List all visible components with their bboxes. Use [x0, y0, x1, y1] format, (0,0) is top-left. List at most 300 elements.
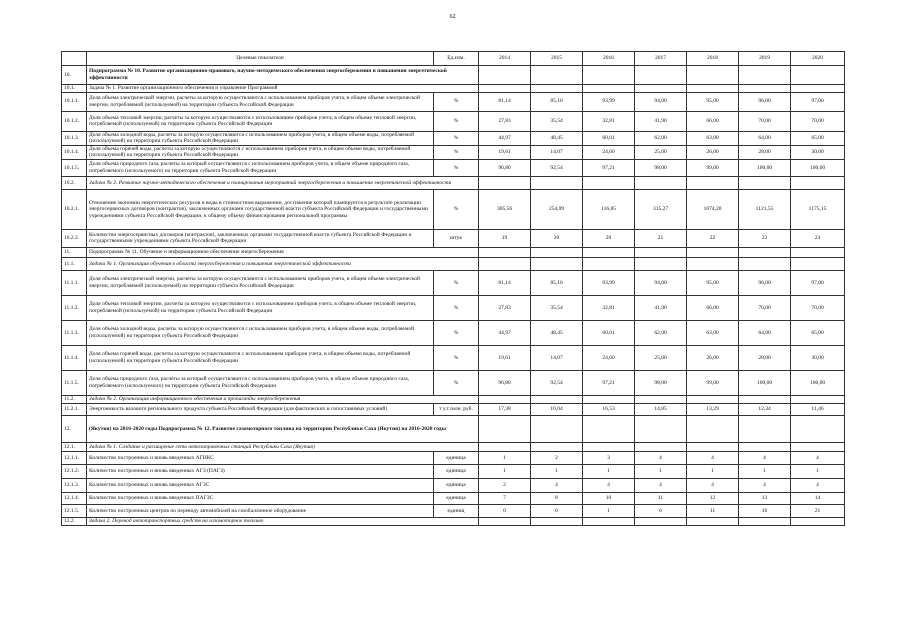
row-year-value: 14,85 — [635, 403, 687, 415]
row-year-value: 32,81 — [583, 111, 635, 131]
row-year-value: 1 — [739, 464, 791, 478]
empty-cell — [583, 176, 635, 189]
empty-cell — [479, 395, 531, 403]
empty-cell — [791, 415, 845, 442]
row-year-value: 10 — [583, 492, 635, 504]
empty-cell — [583, 247, 635, 257]
row-indicator-text: Количество построенных и вновь введенных АГНКС — [87, 451, 434, 464]
row-year-value: 4 — [739, 451, 791, 464]
row-year-value: 81,14 — [479, 270, 531, 295]
row-indicator-text: Доля объема горячей воды, расчеты за которую осуществляются с использованием приборов учета, в общем объеме воды, потребляемой (используемой) на территории субъекта Российской Федерации — [87, 145, 434, 159]
header-indicator: Целевые показатели — [87, 52, 434, 66]
row-year-value: 4 — [531, 478, 583, 492]
row-year-value: 95,00 — [687, 270, 739, 295]
row-unit: единиц — [434, 504, 479, 517]
row-year-value: 19,61 — [479, 145, 531, 159]
row-year-value: 20 — [583, 229, 635, 247]
row-year-value: 70,00 — [739, 295, 791, 320]
row-year-value: 44,97 — [479, 131, 531, 145]
row-unit: % — [434, 320, 479, 345]
row-year-value: 30,00 — [791, 145, 845, 159]
row-code: 11.1. — [62, 257, 87, 270]
table-row — [62, 270, 845, 295]
row-code: 12.1.3. — [62, 478, 87, 492]
row-year-value: 4 — [635, 478, 687, 492]
table-row — [62, 111, 845, 131]
row-year-value: 13,29 — [687, 403, 739, 415]
header-year: 2017 — [635, 52, 687, 66]
row-year-value: 21 — [635, 229, 687, 247]
row-year-value: 1 — [791, 464, 845, 478]
row-year-value: 95,00 — [687, 92, 739, 111]
row-year-value: 97,21 — [583, 370, 635, 395]
row-code: 12.1.4. — [62, 492, 87, 504]
row-code: 10.1. — [62, 85, 87, 93]
row-year-value: 315,27 — [635, 189, 687, 229]
empty-cell — [531, 176, 583, 189]
row-year-value: 65,00 — [791, 131, 845, 145]
empty-cell — [791, 257, 845, 270]
row-year-value: 1 — [531, 464, 583, 478]
empty-cell — [635, 176, 687, 189]
table-row — [62, 176, 845, 189]
row-year-value: 98,00 — [635, 159, 687, 176]
row-indicator-text: Количество построенных и вновь введенных АГЗ (ПАГЗ) — [87, 464, 434, 478]
empty-cell — [687, 517, 739, 525]
row-code: 10.2. — [62, 176, 87, 189]
row-year-value: 93,99 — [583, 92, 635, 111]
row-code: 11. — [62, 247, 87, 257]
empty-cell — [739, 66, 791, 85]
table-row — [62, 403, 845, 415]
row-year-value: 305,56 — [479, 189, 531, 229]
empty-cell — [531, 66, 583, 85]
row-year-value: 7 — [479, 492, 531, 504]
row-year-value: 35,54 — [531, 111, 583, 131]
row-unit: % — [434, 145, 479, 159]
row-indicator-text: Доля объема электрической энергии, расчеты за которую осуществляются с использованием приборов учета, в общем объеме электрической энергии, потребляемой (используемой) на территории субъекта Российской Федерации — [87, 92, 434, 111]
row-year-value: 27,83 — [479, 111, 531, 131]
table-row — [62, 131, 845, 145]
row-indicator-text: (Якутия) на 2016-2020 годы Подпрограмма № 12. Развитие газомоторного топлива на территории Республики Саха (Якутия) на 2016-2020 годы — [87, 415, 479, 442]
row-unit: единица — [434, 451, 479, 464]
empty-cell — [739, 442, 791, 451]
row-year-value: 4 — [791, 451, 845, 464]
empty-cell — [479, 517, 531, 525]
row-year-value: 4 — [791, 478, 845, 492]
empty-cell — [531, 395, 583, 403]
row-year-value: 11 — [687, 504, 739, 517]
empty-cell — [687, 395, 739, 403]
row-year-value: 0 — [531, 504, 583, 517]
empty-cell — [739, 415, 791, 442]
row-code: 10.2.2. — [62, 229, 87, 247]
row-indicator-text: Доля объема тепловой энергии, расчеты за которую осуществляются с использованием приборов учета, в общем объеме тепловой энергии, потребляемой (используемой) на территории субъекта Российской Федерации — [87, 111, 434, 131]
table-row — [62, 295, 845, 320]
row-year-value: 11,46 — [791, 403, 845, 415]
row-indicator-text: Количество построенных и вновь введенных ПАГЗС — [87, 492, 434, 504]
table-row — [62, 85, 845, 93]
row-year-value: 28,00 — [739, 345, 791, 370]
row-code: 12.1. — [62, 442, 87, 451]
header-year: 2019 — [739, 52, 791, 66]
row-year-value: 24,60 — [583, 145, 635, 159]
empty-cell — [479, 176, 531, 189]
row-year-value: 4 — [583, 478, 635, 492]
row-year-value: 14,07 — [531, 345, 583, 370]
row-code: 10.1.3. — [62, 131, 87, 145]
empty-cell — [739, 257, 791, 270]
empty-cell — [531, 442, 583, 451]
row-year-value: 13 — [739, 492, 791, 504]
row-indicator-text: Задача № 1. Организация обучения в области энергосбережения и повышения энергетической эффективности — [87, 257, 479, 270]
row-year-value: 27,83 — [479, 295, 531, 320]
row-code: 10.1.4. — [62, 145, 87, 159]
empty-cell — [531, 85, 583, 93]
empty-cell — [479, 247, 531, 257]
row-year-value: 94,00 — [635, 270, 687, 295]
row-year-value: 25,00 — [635, 345, 687, 370]
row-year-value: 44,97 — [479, 320, 531, 345]
row-year-value: 97,21 — [583, 159, 635, 176]
table-row — [62, 145, 845, 159]
row-indicator-text: Задача № 1. Создание и расширение сети автозаправочных станций Республики Саха (Якутия) — [87, 442, 479, 451]
header-year: 2014 — [479, 52, 531, 66]
row-code: 11.2.1. — [62, 403, 87, 415]
row-year-value: 98,00 — [635, 370, 687, 395]
row-year-value: 96,00 — [739, 92, 791, 111]
row-year-value: 19 — [479, 229, 531, 247]
row-unit: % — [434, 159, 479, 176]
row-year-value: 24,60 — [583, 345, 635, 370]
row-code: 11.2. — [62, 395, 87, 403]
row-year-value: 96,80 — [479, 159, 531, 176]
row-code: 10.2.1. — [62, 189, 87, 229]
row-year-value: 22 — [687, 229, 739, 247]
empty-cell — [791, 66, 845, 85]
table-row — [62, 189, 845, 229]
row-year-value: 81,14 — [479, 92, 531, 111]
row-code: 11.1.4. — [62, 345, 87, 370]
row-year-value: 28,00 — [739, 145, 791, 159]
empty-cell — [739, 395, 791, 403]
row-year-value: 1 — [583, 504, 635, 517]
empty-cell — [531, 517, 583, 525]
empty-cell — [583, 415, 635, 442]
empty-cell — [583, 85, 635, 93]
empty-cell — [479, 66, 531, 85]
row-year-value: 16,04 — [531, 403, 583, 415]
row-indicator-text: Задача № 2. Развитие научно-методического обеспечения и планирования мероприятий энергосбережения и повышения энергетической эффективности — [87, 176, 479, 189]
empty-cell — [583, 517, 635, 525]
row-year-value: 85,16 — [531, 270, 583, 295]
row-year-value: 30,00 — [791, 345, 845, 370]
row-unit: % — [434, 295, 479, 320]
row-year-value: 24 — [791, 229, 845, 247]
row-year-value: 20 — [531, 229, 583, 247]
empty-cell — [479, 442, 531, 451]
empty-cell — [635, 395, 687, 403]
row-year-value: 1 — [635, 464, 687, 478]
empty-cell — [687, 176, 739, 189]
row-year-value: 6 — [635, 504, 687, 517]
row-year-value: 41,90 — [635, 111, 687, 131]
row-year-value: 48,45 — [531, 320, 583, 345]
row-code: 10. — [62, 66, 87, 85]
row-year-value: 11 — [635, 492, 687, 504]
row-year-value: 66,00 — [687, 295, 739, 320]
row-year-value: 26,00 — [687, 145, 739, 159]
empty-cell — [531, 247, 583, 257]
row-year-value: 62,00 — [635, 320, 687, 345]
empty-cell — [583, 442, 635, 451]
row-year-value: 3 — [583, 451, 635, 464]
row-year-value: 1121,55 — [739, 189, 791, 229]
row-year-value: 4 — [687, 451, 739, 464]
empty-cell — [635, 85, 687, 93]
row-year-value: 32,81 — [583, 295, 635, 320]
empty-cell — [687, 66, 739, 85]
row-year-value: 100,00 — [739, 370, 791, 395]
row-indicator-text: Задача № 1. Развитие организационного обеспечения и управление Программой — [87, 85, 479, 93]
table-row — [62, 257, 845, 270]
row-year-value: 0 — [479, 504, 531, 517]
row-year-value: 63,00 — [687, 131, 739, 145]
row-code: 10.1.2. — [62, 111, 87, 131]
header-year: 2020 — [791, 52, 845, 66]
table-row — [62, 478, 845, 492]
target-indicators-table — [61, 51, 845, 526]
row-indicator-text: Доля объема электрической энергии, расчеты за которую осуществляются с использованием приборов учета, в общем объеме электрической энергии, потребляемой (используемой) на территории субъекта Российской Федерации — [87, 270, 434, 295]
row-year-value: 19,61 — [479, 345, 531, 370]
row-indicator-text: Доля объема природного газа, расчеты за который осуществляются с использованием приборов учета, в общем объеме природного газа, потребляемого (используемого) на территории субъекта Российской Федерации — [87, 370, 434, 395]
row-year-value: 14,07 — [531, 145, 583, 159]
row-year-value: 25,00 — [635, 145, 687, 159]
row-code: 11.1.1. — [62, 270, 87, 295]
row-year-value: 1 — [479, 464, 531, 478]
row-year-value: 23 — [739, 229, 791, 247]
row-year-value: 100,00 — [791, 159, 845, 176]
empty-cell — [687, 257, 739, 270]
row-year-value: 97,00 — [791, 270, 845, 295]
table-row — [62, 451, 845, 464]
row-unit: штук — [434, 229, 479, 247]
table-row — [62, 247, 845, 257]
empty-cell — [479, 85, 531, 93]
row-year-value: 64,00 — [739, 320, 791, 345]
row-indicator-text: Количество построенных и вновь введенных АГЗС — [87, 478, 434, 492]
row-year-value: 1 — [479, 451, 531, 464]
row-year-value: 66,00 — [687, 111, 739, 131]
row-year-value: 70,00 — [791, 295, 845, 320]
row-code: 12.1.1. — [62, 451, 87, 464]
empty-cell — [583, 66, 635, 85]
empty-cell — [635, 442, 687, 451]
row-year-value: 21 — [791, 504, 845, 517]
empty-cell — [687, 442, 739, 451]
row-year-value: 60,01 — [583, 131, 635, 145]
row-year-value: 12 — [687, 492, 739, 504]
row-year-value: 1074,20 — [687, 189, 739, 229]
empty-cell — [531, 257, 583, 270]
row-year-value: 1 — [687, 464, 739, 478]
row-code: 10.1.1. — [62, 92, 87, 111]
row-year-value: 17,38 — [479, 403, 531, 415]
header-year: 2015 — [531, 52, 583, 66]
row-year-value: 14 — [791, 492, 845, 504]
row-indicator-text: Доля объема горячей воды, расчеты за которую осуществляются с использованием приборов учета, в общем объеме воды, потребляемой (используемой) на территории субъекта Российской Федерации — [87, 345, 434, 370]
row-unit: % — [434, 345, 479, 370]
row-code: 12.1.5. — [62, 504, 87, 517]
row-year-value: 62,00 — [635, 131, 687, 145]
table-row — [62, 492, 845, 504]
empty-cell — [687, 247, 739, 257]
row-year-value: 8 — [531, 492, 583, 504]
row-year-value: 65,00 — [791, 320, 845, 345]
row-unit: % — [434, 189, 479, 229]
row-year-value: 1 — [583, 464, 635, 478]
table-row — [62, 415, 845, 442]
row-year-value: 16 — [739, 504, 791, 517]
row-year-value: 96,80 — [479, 370, 531, 395]
row-indicator-text: Энергоемкость валового регионального продукта субъекта Российской Федерации (для фактических и сопоставимых условий) — [87, 403, 434, 415]
row-code: 11.1.5. — [62, 370, 87, 395]
row-year-value: 4 — [635, 451, 687, 464]
table-row — [62, 229, 845, 247]
table-row — [62, 159, 845, 176]
empty-cell — [635, 66, 687, 85]
row-indicator-text: Задача 2. Перевод автотранспортных средств на газомоторное топливо — [87, 517, 479, 525]
empty-cell — [687, 415, 739, 442]
row-unit: % — [434, 270, 479, 295]
table-row — [62, 345, 845, 370]
row-year-value: 70,00 — [739, 111, 791, 131]
table-row — [62, 92, 845, 111]
empty-cell — [583, 395, 635, 403]
empty-cell — [791, 85, 845, 93]
row-year-value: 99,00 — [687, 370, 739, 395]
row-year-value: 85,16 — [531, 92, 583, 111]
row-year-value: 1175,15 — [791, 189, 845, 229]
row-unit: % — [434, 370, 479, 395]
row-year-value: 92,54 — [531, 370, 583, 395]
row-year-value: 60,01 — [583, 320, 635, 345]
row-code: 11.1.3. — [62, 320, 87, 345]
empty-cell — [635, 257, 687, 270]
empty-cell — [791, 517, 845, 525]
row-code: 10.1.5. — [62, 159, 87, 176]
header-code — [62, 52, 87, 66]
table-row — [62, 320, 845, 345]
row-year-value: 12,34 — [739, 403, 791, 415]
table-row — [62, 66, 845, 85]
row-indicator-text: Количество энергосервисных договоров (контрактов), заключенных органами государственной власти субъекта Российской Федерации и государственными учреждениями субъекта Российской Федерации — [87, 229, 434, 247]
row-unit: единица — [434, 492, 479, 504]
row-year-value: 100,00 — [791, 370, 845, 395]
table-row — [62, 370, 845, 395]
row-year-value: 63,00 — [687, 320, 739, 345]
empty-cell — [687, 85, 739, 93]
empty-cell — [739, 85, 791, 93]
row-code: 12. — [62, 415, 87, 442]
row-unit: % — [434, 111, 479, 131]
row-year-value: 116,85 — [583, 189, 635, 229]
row-indicator-text: Подпрограмма № 11. Обучение и информационное обеспечение энергосбережения — [87, 247, 479, 257]
table-row — [62, 517, 845, 525]
row-year-value: 64,00 — [739, 131, 791, 145]
table-header-row — [62, 52, 845, 66]
empty-cell — [739, 517, 791, 525]
table-row — [62, 504, 845, 517]
row-indicator-text: Количество построенных центров по переводу автомобилей на газобаллонное оборудование — [87, 504, 434, 517]
empty-cell — [791, 442, 845, 451]
empty-cell — [739, 176, 791, 189]
row-year-value: 4 — [687, 478, 739, 492]
page-number: 62 — [449, 14, 456, 20]
header-unit: Ед.изм. — [434, 52, 479, 66]
row-year-value: 97,00 — [791, 92, 845, 111]
empty-cell — [791, 176, 845, 189]
row-year-value: 35,54 — [531, 295, 583, 320]
empty-cell — [583, 257, 635, 270]
row-year-value: 26,00 — [687, 345, 739, 370]
row-unit: % — [434, 92, 479, 111]
row-year-value: 99,00 — [687, 159, 739, 176]
row-year-value: 2 — [479, 478, 531, 492]
empty-cell — [479, 415, 531, 442]
row-year-value: 41,90 — [635, 295, 687, 320]
row-unit: % — [434, 131, 479, 145]
empty-cell — [791, 395, 845, 403]
row-unit: единица — [434, 478, 479, 492]
row-year-value: 94,00 — [635, 92, 687, 111]
row-code: 12.2. — [62, 517, 87, 525]
row-year-value: 4 — [739, 478, 791, 492]
table-row — [62, 395, 845, 403]
row-code: 11.1.2. — [62, 295, 87, 320]
row-unit: единица — [434, 464, 479, 478]
empty-cell — [791, 247, 845, 257]
row-unit: т у.т./млн. руб. — [434, 403, 479, 415]
row-year-value: 100,00 — [739, 159, 791, 176]
empty-cell — [479, 257, 531, 270]
table-row — [62, 442, 845, 451]
header-year: 2018 — [687, 52, 739, 66]
row-year-value: 93,99 — [583, 270, 635, 295]
row-indicator-text: Подпрограмма № 10. Развитие организационно-правового, научно-методического обеспечения энергосбережения и повышения энергетической эффективности — [87, 66, 479, 85]
empty-cell — [635, 247, 687, 257]
row-year-value: 70,00 — [791, 111, 845, 131]
row-year-value: 2 — [531, 451, 583, 464]
row-indicator-text: Задача № 2. Организация информационного обеспечения и пропаганды энергосбережения — [87, 395, 479, 403]
row-indicator-text: Доля объема холодной воды, расчеты за которую осуществляются с использованием приборов учета, в общем объеме воды, потребляемой (используемой) на территории субъекта Российской Федерации — [87, 320, 434, 345]
row-year-value: 16,53 — [583, 403, 635, 415]
table-body — [62, 66, 845, 526]
table-row — [62, 464, 845, 478]
row-indicator-text: Доля объема природного газа, расчеты за который осуществляются с использованием приборов учета, в общем объеме природного газа, потребляемого (используемого) на территории субъекта Российской Федерации — [87, 159, 434, 176]
row-year-value: 92,54 — [531, 159, 583, 176]
row-indicator-text: Отношение экономии энергетических ресурсов и воды в стоимостном выражении, достижение которой планируется в результате реализации энергосервисных договоров (контрактов), заключенных органами государственной власти субъекта Российской Федерации и государственными учреждениями субъекта Российской Федерации, к общему объему финансирования региональной программы — [87, 189, 434, 229]
header-year: 2016 — [583, 52, 635, 66]
row-indicator-text: Доля объема тепловой энергии, расчеты за которую осуществляются с использованием приборов учета, в общем объеме тепловой энергии, потребляемой (используемой) на территории субъекта Российской Федерации — [87, 295, 434, 320]
empty-cell — [635, 415, 687, 442]
row-year-value: 254,99 — [531, 189, 583, 229]
row-code: 12.1.2. — [62, 464, 87, 478]
row-year-value: 96,00 — [739, 270, 791, 295]
row-year-value: 48,45 — [531, 131, 583, 145]
empty-cell — [531, 415, 583, 442]
empty-cell — [739, 247, 791, 257]
